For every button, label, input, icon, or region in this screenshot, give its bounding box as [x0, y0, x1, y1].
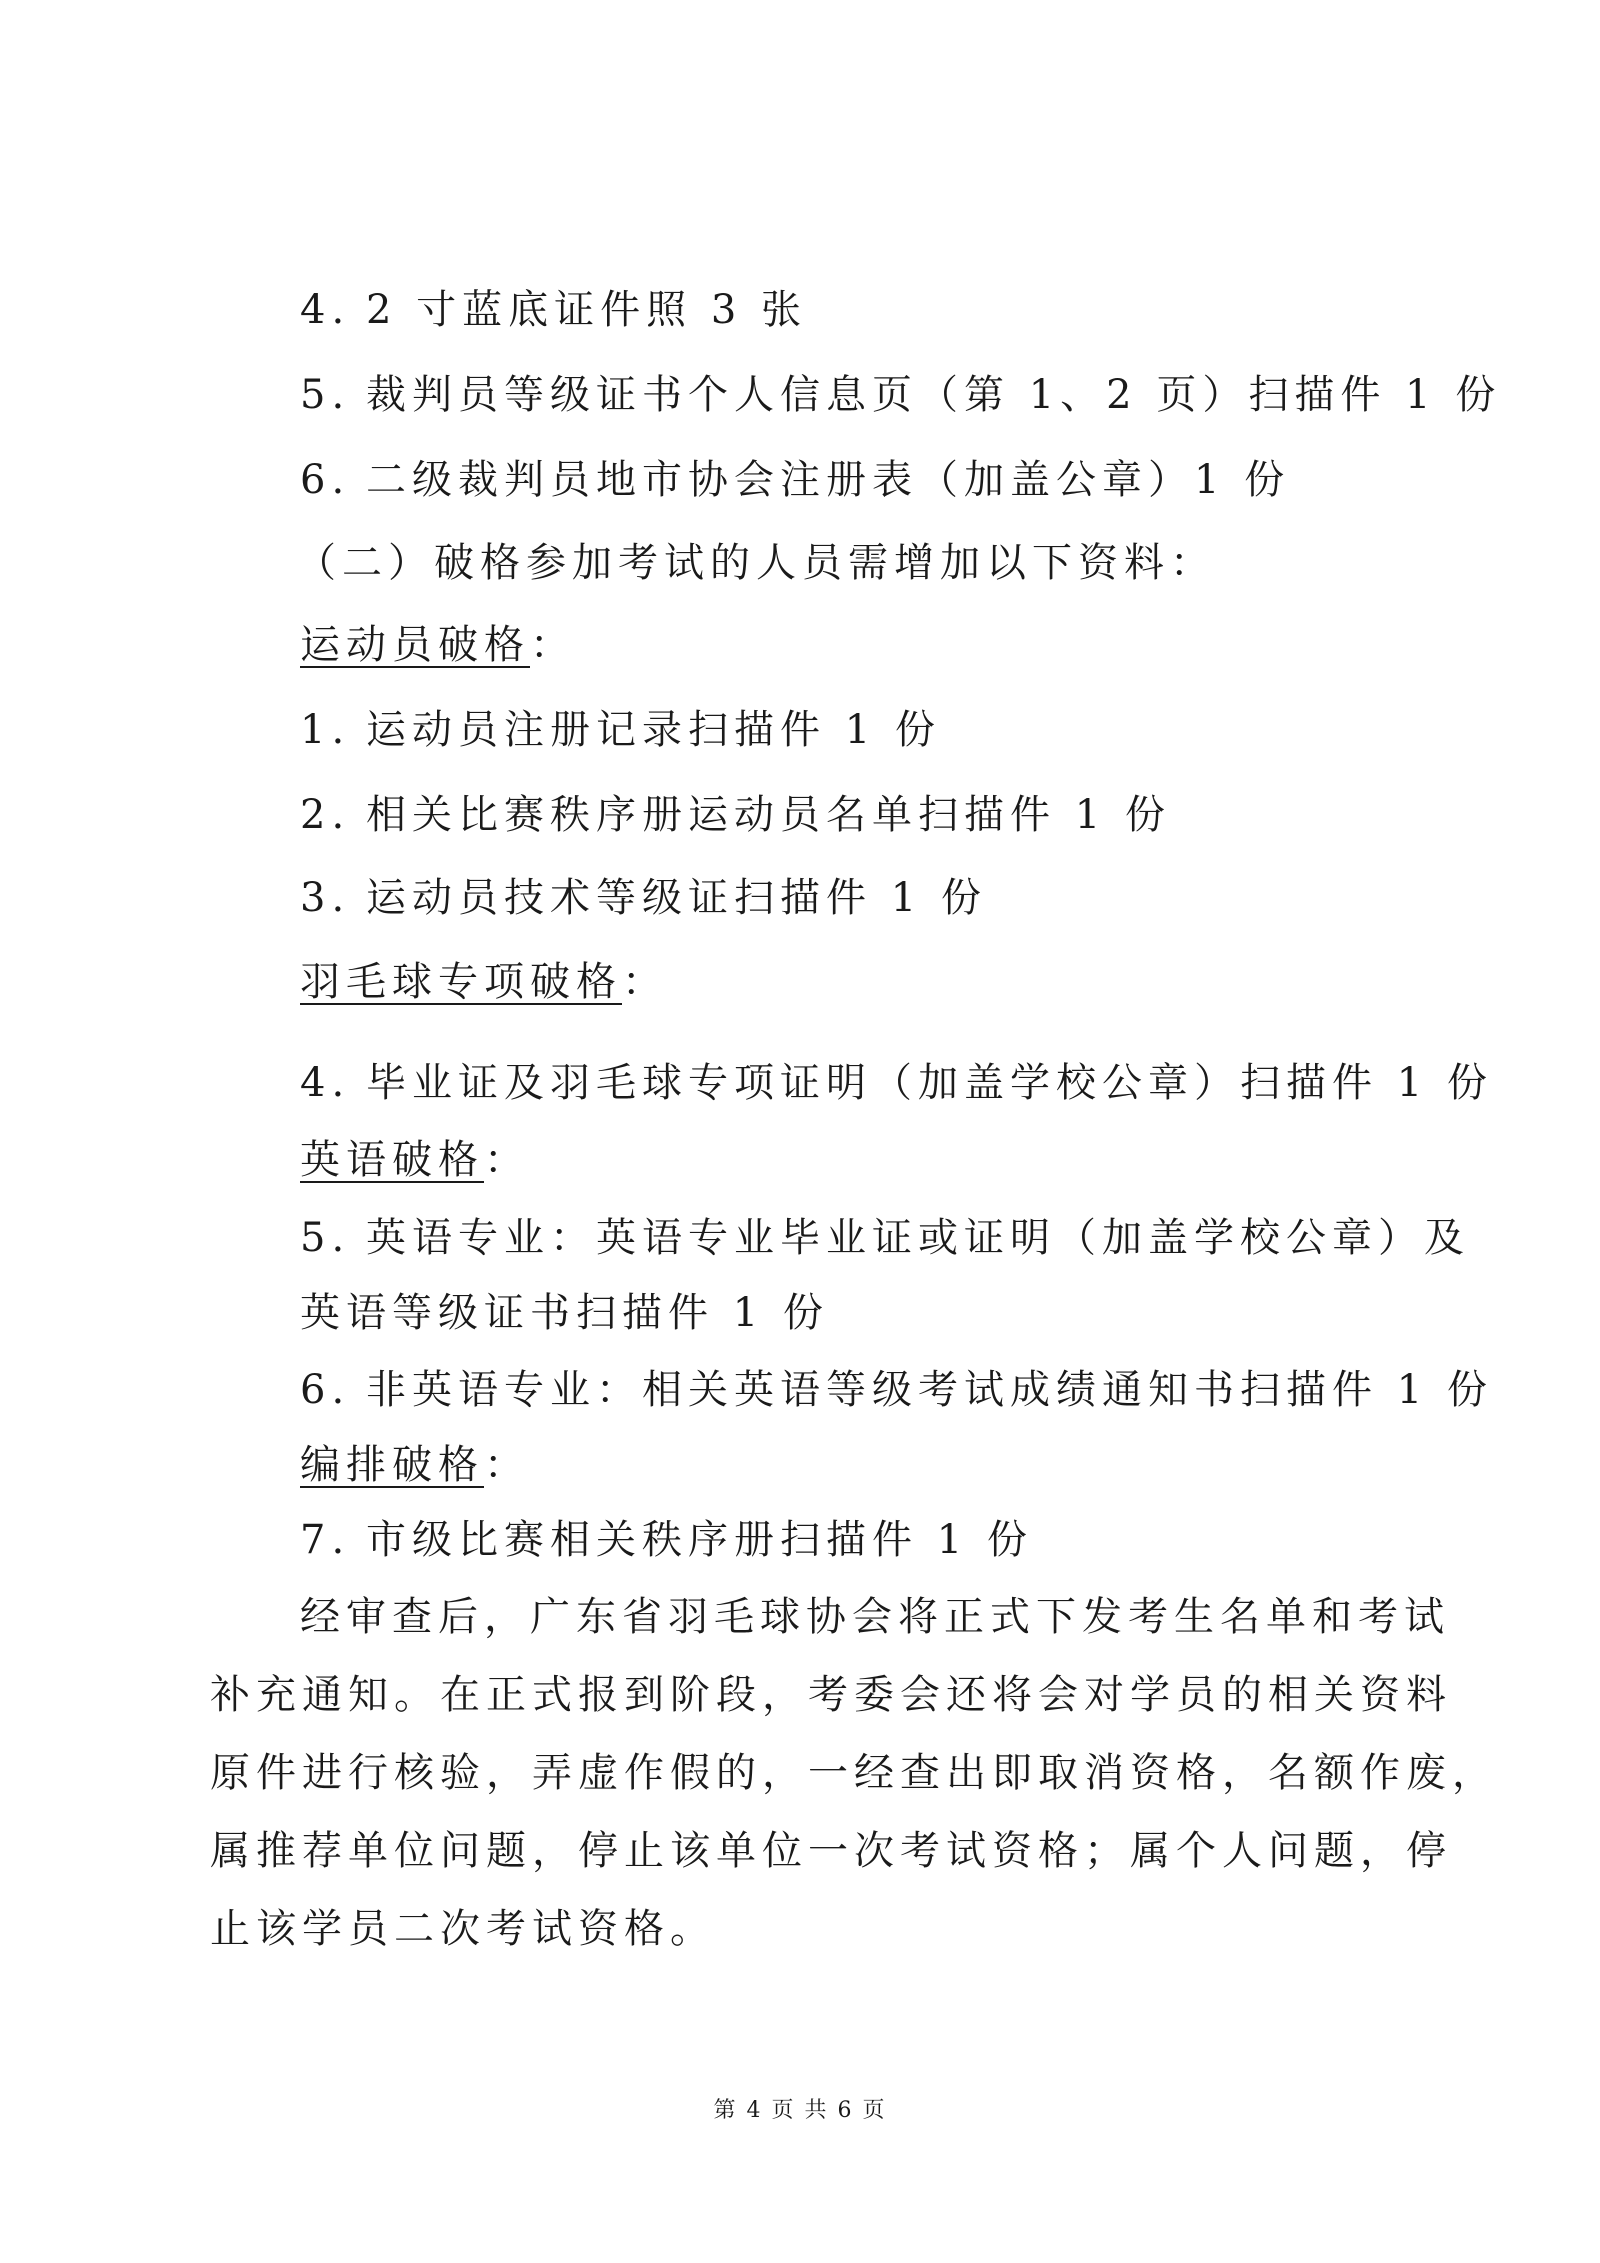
subsection-heading — [300, 620, 1400, 670]
item-text: 运动员技术等级证扫描件 1 份 — [366, 875, 987, 921]
list-item — [300, 873, 1400, 923]
heading-colon: ： — [530, 622, 576, 668]
heading-text: 编排破格 — [300, 1442, 484, 1488]
section-title: （二）破格参加考试的人员需增加以下资料： — [296, 540, 1216, 586]
item-number: 2. — [300, 792, 351, 838]
list-item — [300, 285, 1400, 335]
item-text: 运动员注册记录扫描件 1 份 — [366, 707, 941, 753]
heading-colon: ： — [484, 1442, 530, 1488]
list-item — [300, 1515, 1400, 1565]
subsection-heading — [300, 1440, 1400, 1490]
item-number: 1. — [300, 707, 351, 753]
list-item — [300, 455, 1400, 505]
paragraph-line: 属推荐单位问题，停止该单位一次考试资格；属个人问题，停 — [210, 1828, 1452, 1874]
item-number: 6. — [300, 1367, 351, 1413]
paragraph-line: 经审查后，广东省羽毛球协会将正式下发考生名单和考试 — [300, 1594, 1450, 1640]
heading-text: 英语破格 — [300, 1137, 484, 1183]
list-item — [300, 370, 1502, 420]
item-number: 5. — [300, 372, 351, 418]
item-number: 4. — [300, 287, 351, 333]
paragraph-line: 补充通知。在正式报到阶段，考委会还将会对学员的相关资料 — [210, 1672, 1452, 1718]
item-number: 6. — [300, 457, 351, 503]
list-item — [300, 1365, 1493, 1415]
item-text: 裁判员等级证书个人信息页（第 1、2 页）扫描件 1 份 — [366, 372, 1502, 418]
heading-colon: ： — [622, 959, 668, 1005]
item-number: 3. — [300, 875, 351, 921]
item-text: 毕业证及羽毛球专项证明（加盖学校公章）扫描件 1 份 — [366, 1060, 1493, 1106]
list-item — [300, 790, 1400, 840]
item-number: 5. — [300, 1215, 351, 1261]
paragraph-line: 原件进行核验，弄虚作假的，一经查出即取消资格，名额作废， — [210, 1750, 1498, 1796]
heading-text: 运动员破格 — [300, 622, 530, 668]
list-item — [300, 1213, 1470, 1263]
item-text: 二级裁判员地市协会注册表（加盖公章）1 份 — [366, 457, 1291, 503]
paragraph-line: 止该学员二次考试资格。 — [210, 1906, 716, 1952]
list-item — [300, 705, 1400, 755]
item-number: 7. — [300, 1517, 351, 1563]
heading-colon: ： — [484, 1137, 530, 1183]
item-text: 英语专业：英语专业毕业证或证明（加盖学校公章）及 — [366, 1215, 1470, 1261]
list-item-continuation: 英语等级证书扫描件 1 份 — [300, 1290, 829, 1336]
item-number: 4. — [300, 1060, 351, 1106]
item-text: 非英语专业：相关英语等级考试成绩通知书扫描件 1 份 — [366, 1367, 1493, 1413]
heading-text: 羽毛球专项破格 — [300, 959, 622, 1005]
item-text: 相关比赛秩序册运动员名单扫描件 1 份 — [366, 792, 1171, 838]
subsection-heading — [300, 1135, 1400, 1185]
item-text: 2 寸蓝底证件照 3 张 — [366, 287, 808, 333]
page-footer: 第 4 页 共 6 页 — [713, 2098, 887, 2123]
item-text: 市级比赛相关秩序册扫描件 1 份 — [366, 1517, 1033, 1563]
subsection-heading — [300, 957, 1400, 1007]
list-item — [300, 1058, 1493, 1108]
